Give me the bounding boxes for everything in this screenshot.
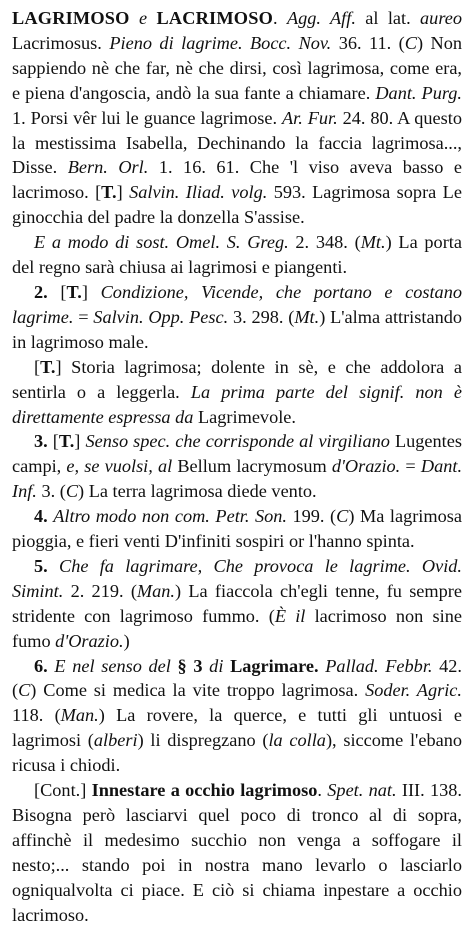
text-segment: LAGRIMOSO [12,8,130,28]
text-segment: Senso spec. che corrisponde al virgiliano [85,431,390,452]
entry-sense-2 [12,280,462,355]
entry-sense-5 [12,554,462,654]
text-segment: LACRIMOSO [156,8,274,28]
entry-intro [12,6,462,230]
text-segment: 3. ( [36,481,66,502]
text-segment: ] [74,431,86,452]
text-segment: 3. [34,431,48,452]
text-segment: E a modo di sost. Omel. S. Greg. [34,232,289,253]
text-segment: 199. ( [286,506,337,527]
text-segment: Salvin. Iliad. volg. [129,182,268,203]
text-segment: Altro modo non com. Petr. Son. [53,506,287,527]
text-segment: . [317,780,328,801]
text-segment [48,556,59,576]
text-segment: Che fa lagrimare, Che provoca le lagrime. Ovid. Simint. [12,555,462,601]
text-segment: Agg. Aff. [286,8,356,28]
text-segment: al lat. [355,8,421,28]
text-segment: Pieno di lagrime. Bocc. Nov. [109,32,332,53]
text-segment: lacrimoso non sine fumo [12,605,462,651]
text-segment: T. [101,182,117,203]
text-segment: 593. Lagrimosa sopra Le ginocchia del padre la donzella S'assise. [12,182,462,228]
entry-sense-2b [12,355,462,430]
text-segment: = [400,456,421,477]
text-segment: 42. ( [12,655,463,701]
text-segment: ) Come si medica la vite troppo lagrimosa. [30,680,366,701]
text-segment: [ [34,356,41,377]
text-segment: ) La fiaccola ch'egli tenne, fu sempre stridente con lagrimoso fummo. ( [12,580,462,626]
text-segment: di [209,655,224,676]
text-segment: T. [66,281,82,302]
text-segment: T. [58,431,75,452]
text-segment: La prima parte del signif. non è direttamente espressa da [12,381,462,427]
text-segment: Lugentes campi, [12,431,462,477]
text-segment: ), siccome l'ebano ricusa i chiodi. [12,730,463,776]
text-segment: Mt. [294,306,320,327]
text-segment: d'Orazio. [331,456,401,477]
text-segment: 2. [34,281,48,302]
text-segment: 118. ( [12,705,61,726]
text-segment: III. 138. Bisogna però lasciarvi quel poco di tronco al di sopra, affinchè il medesimo succhio non venga a soffogare il nesto;... stando poi in nostra mano levarlo o lasciarlo ogniqualvolta ci piace. E ciò si chiama inpestare a occhio lacrimoso. [12,780,462,925]
entry-sost [12,230,462,280]
text-segment: ] [116,182,130,203]
entry-sense-3 [12,429,462,504]
text-segment: Dant. Purg. [375,82,462,103]
text-segment: Soder. Agric. [365,680,462,701]
text-segment: Condizione, Vicende, che portano e costano lagrime. [12,281,462,327]
text-segment: Lacrimosus. [12,32,110,53]
text-segment: ) [123,630,130,651]
text-segment: C [18,680,31,701]
entry-sense-4 [12,504,462,554]
text-segment: 2. 219. ( [63,580,137,601]
text-segment: e, se vuolsi, al [66,456,173,477]
text-segment: Lagrimare. [223,655,326,676]
text-segment: T. [40,356,56,377]
text-segment: ] Storia lagrimosa; dolente in sè, e che addolora a sentirla o a leggerla. [12,356,462,402]
text-segment: Ar. Fur. [281,107,338,128]
text-segment: Bern. Orl. [67,157,149,178]
text-segment: Man. [60,705,99,726]
text-segment: ) L'alma attristando in lagrimoso male. [12,306,462,352]
text-segment: ) li dispregzano ( [137,730,269,751]
entry-cont [12,778,462,927]
text-segment: 1. Porsi vêr lui le guance lagrimose. [12,107,282,128]
text-segment: Bellum lacrymosum [172,456,332,477]
text-segment: E nel senso del [54,655,171,676]
text-segment: 4. [34,506,48,527]
text-segment: C [65,481,79,502]
text-segment: = [73,306,94,327]
entry-sense-6 [12,654,462,779]
text-segment: ) La terra lagrimosa diede vento. [78,481,317,502]
text-segment: Dant. Inf. [12,456,463,502]
text-segment: C [404,32,417,53]
text-segment: ] [81,281,101,302]
text-segment: § 3 [170,655,210,676]
text-segment: [ [47,431,59,452]
text-segment: Man. [136,580,175,601]
text-segment: C [336,506,349,527]
text-segment: 3. 298. ( [228,306,295,327]
text-segment: . [273,8,287,28]
text-segment: ) La porta del regno sarà chiusa ai lagrimosi e piangenti. [12,232,462,278]
text-segment: alberi [93,730,138,751]
text-segment: 5. [34,555,48,576]
text-segment: È il [274,605,306,626]
text-segment: Innestare a occhio lagrimoso [91,780,318,801]
text-segment: [Cont.] [34,780,92,801]
text-segment: 6. [34,655,48,676]
text-segment: 36. 11. ( [331,32,405,53]
text-segment: e [129,8,157,28]
text-segment: Mt. [360,232,386,253]
text-segment: ) Ma lagrimosa pioggia, e fieri venti D'infiniti sospiri or l'hanno spinta. [12,506,462,552]
text-segment: Lagrimevole. [193,406,296,427]
text-segment: 2. 348. ( [288,232,361,253]
text-segment: d'Orazio. [55,630,124,651]
text-segment: 1. 16. 61. Che 'l viso aveva basso e lacrimoso. [ [12,157,462,203]
text-segment: Spet. nat. [327,780,397,801]
text-segment: [ [47,281,67,302]
text-segment: Salvin. Opp. Pesc. [93,306,229,327]
text-segment: Pallad. Febbr. [325,655,433,676]
text-segment: aureo [420,8,463,28]
text-segment: la colla [268,730,326,751]
text-segment: ) La rovere, la querce, e tutti gli untuosi e lagrimosi ( [12,705,462,751]
text-segment: 24. 80. A questo la mestissima Isabella, Dechinando la faccia lagrimosa..., Disse. [12,107,462,178]
text-segment: ) Non sappiendo nè che far, nè che dirsi, così lagrimosa, come era, e piena d'angoscia, andò la sua fante a chiamare. [12,32,462,103]
dictionary-entry [12,6,462,928]
